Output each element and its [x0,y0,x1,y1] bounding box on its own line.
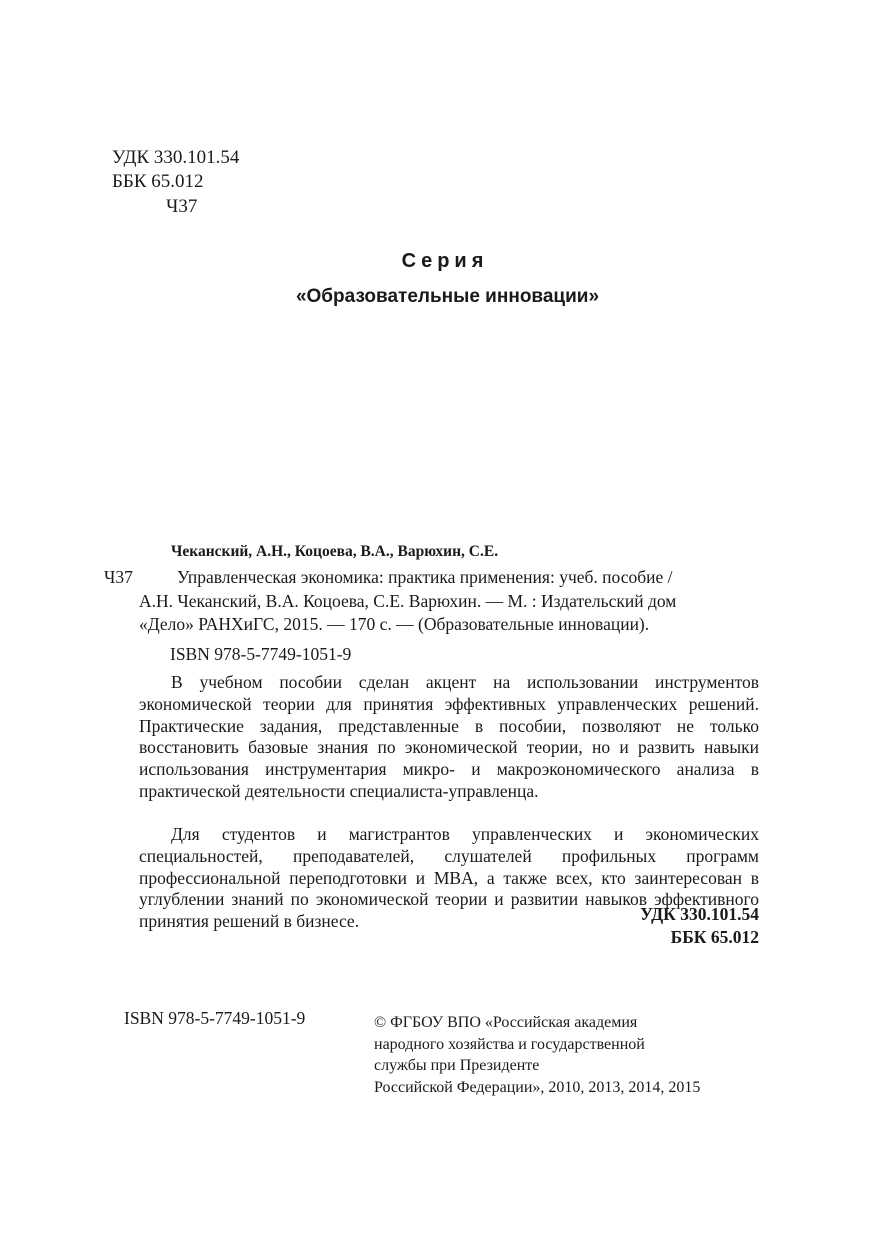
bib-line-3: «Дело» РАНХиГС, 2015. — 170 с. — (Образовательные инновации). [139,614,650,634]
authors: Чеканский, А.Н., Коцоева, В.А., Варюхин, С.Е. [171,543,499,560]
footer-isbn: ISBN 978-5-7749-1051-9 [124,1008,306,1028]
classification-udk: УДК 330.101.54 [640,904,759,924]
copyright-line-1: © ФГБОУ ВПО «Российская академия [374,1014,638,1031]
udk-code: УДК 330.101.54 [112,147,240,168]
copyright-block [374,1012,794,1098]
bbk-code: ББК 65.012 [112,171,204,192]
author-mark: Ч37 [166,196,198,217]
bib-line-1: Управленческая экономика: практика применения: учеб. пособие / [177,567,673,587]
annotation-paragraph-2: Для студентов и магистрантов управленческих и экономических специальностей, преподавателей, слушателей профильных программ профессиональной переподготовки и MBA, а также всех, кто заинтересован в углублении знаний по экономической теории и развитии навыков эффективного принятия решений в бизнесе. [139,824,759,932]
bib-author-mark: Ч37 [104,567,133,587]
bib-line-2: А.Н. Чеканский, В.А. Коцоева, С.Е. Варюхин. — М. : Издательский дом [139,591,677,611]
series-label: Серия [401,250,489,272]
series-name: «Образовательные инновации» [295,286,600,307]
copyright-line-4: Российской Федерации», 2010, 2013, 2014, 2015 [374,1078,701,1096]
classification-bbk: ББК 65.012 [670,927,759,947]
copyright-line-2: народного хозяйства и государственной [374,1035,645,1053]
annotation-paragraph-1: В учебном пособии сделан акцент на использовании инструментов экономической теории для принятия эффективных управленческих решений. Практические задания, представленные в пособии, позволяют не только восстановить базовые знания по экономической теории, но и развить навыки использования инструментария микро- и макроэкономического анализа в практической деятельности специалиста-управленца. [139,672,759,801]
copyright-line-3: службы при Президенте [374,1057,540,1074]
bib-isbn: ISBN 978-5-7749-1051-9 [170,644,352,664]
